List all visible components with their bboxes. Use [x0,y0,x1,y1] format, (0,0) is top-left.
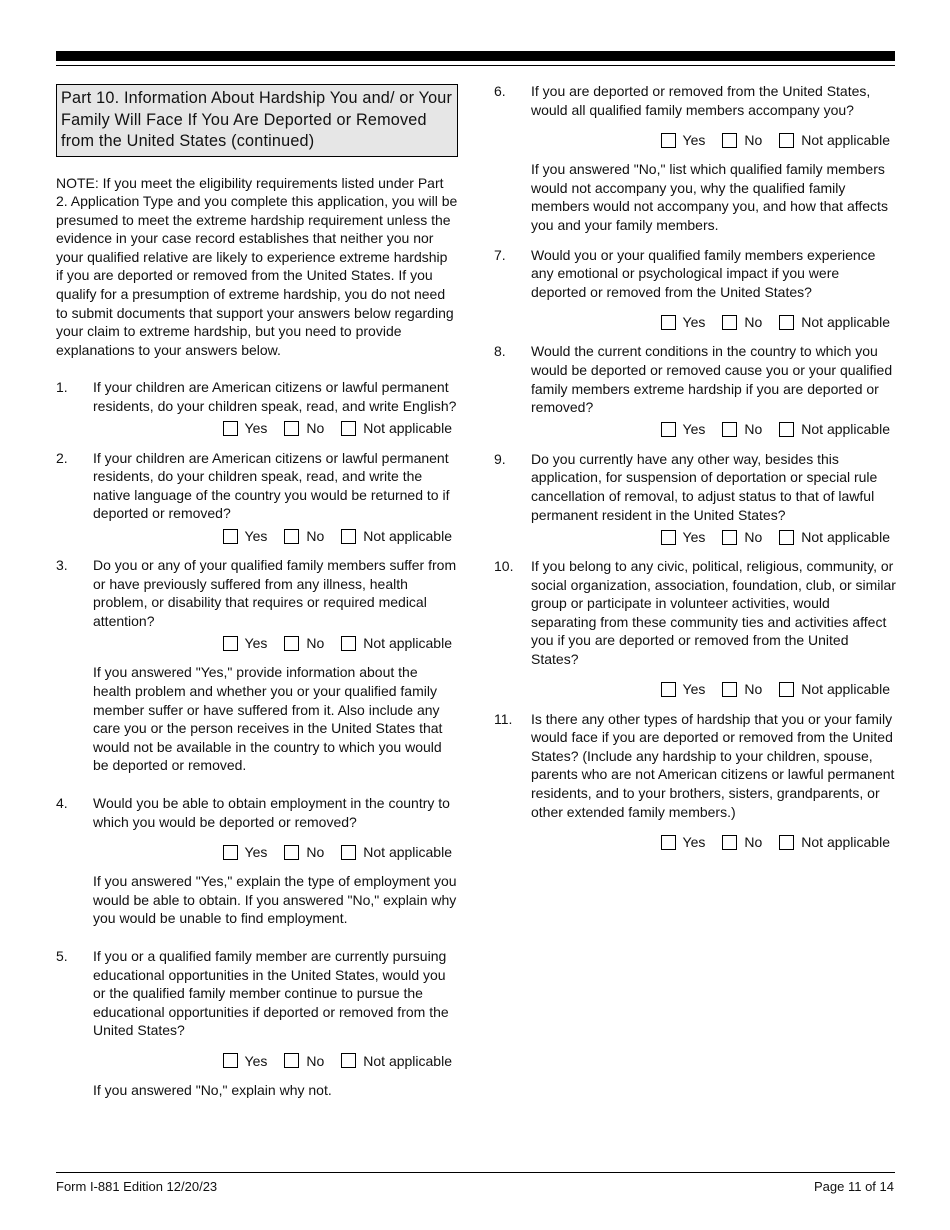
question-10 [494,557,896,669]
checkbox-icon[interactable] [779,682,794,697]
top-rule-thin [56,65,895,66]
checkbox-icon[interactable] [722,682,737,697]
q2-no-checkbox[interactable]: No [284,527,324,546]
followup-text: If you answered "No," explain why not. [93,1081,332,1098]
q7-options [494,311,896,333]
checkbox-icon[interactable] [779,835,794,850]
checkbox-icon[interactable] [284,636,299,651]
q3-na-checkbox[interactable]: Not applicable [341,634,452,653]
q7-yes-checkbox[interactable]: Yes [661,313,706,332]
q9-options [494,526,896,548]
q4-yes-checkbox[interactable]: Yes [223,843,268,862]
question-number: 3. [56,557,68,573]
q7-na-checkbox[interactable]: Not applicable [779,313,890,332]
q6-na-checkbox[interactable]: Not applicable [779,131,890,150]
question-4 [56,794,458,831]
q8-options [494,419,896,441]
checkbox-icon[interactable] [223,1053,238,1068]
question-5-followup [56,1081,458,1100]
note-paragraph [56,174,458,360]
q9-yes-checkbox[interactable]: Yes [661,528,706,547]
question-text: Is there any other types of hardship that you or your family would face if you are deported or removed from the United States? (Include any hardship to your children, spouse, parents who are not American citizens or lawful permanent residents, and to your brothers, sisters, grandparents, or other extended family members.) [531,710,895,820]
question-number: 10. [494,558,514,575]
checkbox-icon[interactable] [722,530,737,545]
q11-no-checkbox[interactable]: No [722,833,762,852]
checkbox-icon[interactable] [341,636,356,651]
question-5 [56,947,458,1040]
question-number: 7. [494,246,506,263]
q2-options [56,525,458,547]
checkbox-icon[interactable] [284,1053,299,1068]
question-text: Do you currently have any other way, besides this application, for suspension of deportation or special rule cancellation of removal, to adjust status to that of lawful permanent resident in the United States? [531,450,878,523]
checkbox-icon[interactable] [722,315,737,330]
question-3-followup [56,663,458,775]
q4-na-checkbox[interactable]: Not applicable [341,843,452,862]
question-text: Do you or any of your qualified family members suffer from or have previously suffered from any illness, health problem, or disability that requires or required medical attention? [93,557,457,629]
right-column [494,82,896,853]
question-number: 2. [56,449,68,466]
checkbox-icon[interactable] [661,315,676,330]
question-1 [56,378,458,415]
checkbox-icon[interactable] [223,529,238,544]
page-number: Page 11 of 14 [814,1179,894,1194]
q9-na-checkbox[interactable]: Not applicable [779,528,890,547]
checkbox-icon[interactable] [223,845,238,860]
question-number: 11. [494,710,513,727]
checkbox-icon[interactable] [661,133,676,148]
checkbox-icon[interactable] [284,421,299,436]
question-8 [494,342,896,416]
checkbox-icon[interactable] [779,422,794,437]
question-number: 5. [56,947,68,964]
q10-na-checkbox[interactable]: Not applicable [779,680,890,699]
note-text-2: and you complete this application, you will be presumed to meet the extreme hardship requirement unless the evidence in your case record establishes that neither you nor your qualified relative are likely to experience extreme hardship if you are deported or removed from the United States. If you qualify for a presumption of extreme hardship, you do not need to submit documents that support your answers below regarding your claim to extreme hardship, but you need to provide explanations to your answers below. [56,193,458,358]
q3-no-checkbox[interactable]: No [284,634,324,653]
q5-yes-checkbox[interactable]: Yes [223,1052,268,1071]
note-text-1: If you meet the eligibility requirements listed under [102,174,414,191]
q2-na-checkbox[interactable]: Not applicable [341,527,452,546]
question-6-followup [494,160,896,234]
q11-yes-checkbox[interactable]: Yes [661,833,706,852]
question-text: Would you or your qualified family members experience any emotional or psychological impact if you were deported or removed from the United States? [531,246,876,300]
checkbox-icon[interactable] [779,530,794,545]
q1-no-checkbox[interactable]: No [284,419,324,438]
question-number: 8. [494,343,506,360]
checkbox-icon[interactable] [779,133,794,148]
part-header: Part 10. Information About Hardship You and/ or Your Family Will Face If You Are Deported or Removed from the United States (continued) [56,84,458,157]
form-edition: Form I-881 Edition 12/20/23 [56,1179,218,1194]
checkbox-icon[interactable] [722,133,737,148]
question-text: Would you be able to obtain employment in the country to which you would be deported or removed? [93,794,450,830]
question-number: 6. [494,83,506,99]
checkbox-icon[interactable] [661,835,676,850]
q1-na-checkbox[interactable]: Not applicable [341,419,452,438]
checkbox-icon[interactable] [722,835,737,850]
q1-options [56,418,458,440]
question-number: 4. [56,794,68,811]
question-text: If your children are American citizens or lawful permanent residents, do your children speak, read, and write the native language of the country you would be returned to if deported or removed? [93,449,450,522]
question-number: 9. [494,450,506,467]
checkbox-icon[interactable] [661,682,676,697]
q10-yes-checkbox[interactable]: Yes [661,680,706,699]
checkbox-icon[interactable] [341,845,356,860]
checkbox-icon[interactable] [779,315,794,330]
q11-options [494,831,896,853]
followup-text: If you answered "No," list which qualified family members would not accompany you, why the qualified family members would not accompany you, and how that affects you and your family members. [531,161,888,233]
q8-no-checkbox[interactable]: No [722,420,762,439]
q3-yes-checkbox[interactable]: Yes [223,634,268,653]
question-2 [56,449,458,523]
top-rule [56,51,895,61]
question-text: If you are deported or removed from the United States, would all qualified family members accompany you? [531,83,871,118]
note-label: NOTE: [56,174,99,191]
question-text: If you belong to any civic, political, religious, community, or social organization, association, foundation, club, or similar group or participate in volunteer activities, would separating from these community ties and activities affect you if you are deported or removed from the United States? [531,558,896,668]
q8-yes-checkbox[interactable]: Yes [661,420,706,439]
q11-na-checkbox[interactable]: Not applicable [779,833,890,852]
checkbox-icon[interactable] [223,421,238,436]
question-4-followup [56,872,458,928]
question-number: 1. [56,379,68,396]
checkbox-icon[interactable] [284,845,299,860]
checkbox-icon[interactable] [284,529,299,544]
q10-no-checkbox[interactable]: No [722,680,762,699]
q4-options [56,841,458,863]
question-6 [494,82,896,119]
left-column [56,84,458,1099]
checkbox-icon[interactable] [341,529,356,544]
question-text: Would the current conditions in the country to which you would be deported or removed cause you or your qualified family members extreme hardship if you are deported or removed? [531,343,893,416]
question-text: If you or a qualified family member are currently pursuing educational opportunities in the United States, would you or the qualified family member continue to pursue the educational opportunities if deported or removed from the United States? [93,947,449,1039]
followup-text: If you answered "Yes," provide information about the health problem and whether you or your qualified family member suffer or have suffered from it. Also include any care you or the person receives in the United States that would not be available in the country to which you would be deported or removed. [93,664,443,774]
q6-no-checkbox[interactable]: No [722,131,762,150]
q6-yes-checkbox[interactable]: Yes [661,131,706,150]
checkbox-icon[interactable] [661,422,676,437]
checkbox-icon[interactable] [223,636,238,651]
q3-options [56,632,458,654]
checkbox-icon[interactable] [722,422,737,437]
checkbox-icon[interactable] [341,1053,356,1068]
q2-yes-checkbox[interactable]: Yes [223,527,268,546]
q7-no-checkbox[interactable]: No [722,313,762,332]
question-3 [56,556,458,630]
note-link: Part 2. Application Type [56,174,444,210]
q1-yes-checkbox[interactable]: Yes [223,419,268,438]
q5-no-checkbox[interactable]: No [284,1052,324,1071]
q4-no-checkbox[interactable]: No [284,843,324,862]
q8-na-checkbox[interactable]: Not applicable [779,420,890,439]
q6-options [494,129,896,151]
question-11 [494,710,896,822]
question-text: If your children are American citizens or lawful permanent residents, do your children speak, read, and write English? [93,379,457,415]
question-9 [494,450,896,524]
followup-text: If you answered "Yes," explain the type of employment you would be able to obtain. If you answered "No," explain why you would be unable to find employment. [93,873,457,927]
footer-rule [56,1172,895,1173]
question-7 [494,246,896,302]
q5-na-checkbox[interactable]: Not applicable [341,1052,452,1071]
q5-options [56,1050,458,1072]
checkbox-icon[interactable] [661,530,676,545]
checkbox-icon[interactable] [341,421,356,436]
q9-no-checkbox[interactable]: No [722,528,762,547]
q10-options [494,679,896,701]
